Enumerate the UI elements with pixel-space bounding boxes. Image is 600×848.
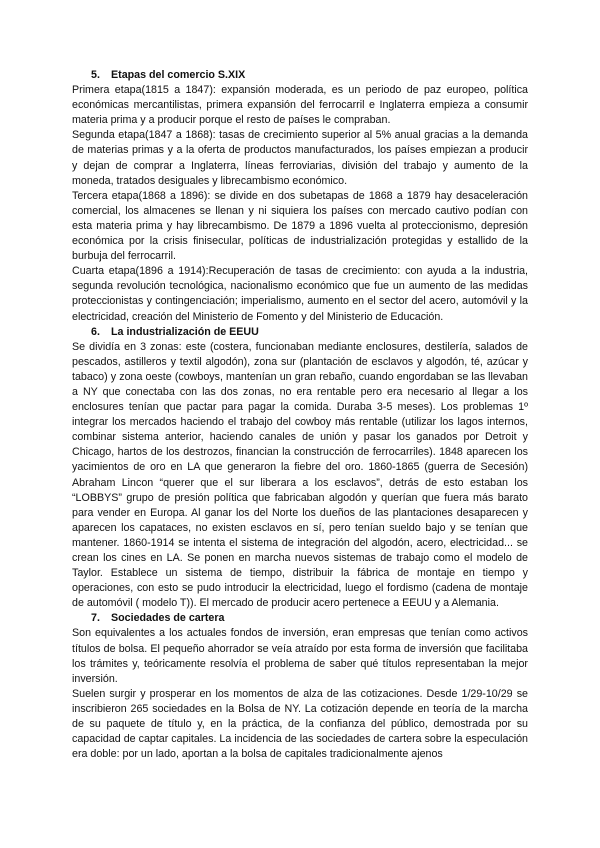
section-heading (72, 325, 528, 340)
section-number: 6. (91, 325, 100, 338)
document-page (72, 68, 528, 762)
section-etapas-comercio (72, 68, 528, 325)
section-title: Etapas del comercio S.XIX (111, 69, 246, 81)
paragraph-tercera-etapa: Tercera etapa(1868 a 1896): se divide en dos subetapas de 1868 a 1879 hay desaceleración comercial, los almacenes se llenan y ni siquiera los países con mercado cautivo podían con esta materia prima y hay librecambismo. De 1879 a 1896 vuelta al proteccionismo, depresión económica por la crisis finisecular, políticas de industrialización protegidas y estallido de la burbuja del ferrocarril. (72, 189, 528, 263)
section-number: 5. (91, 69, 100, 81)
paragraph-primera-etapa: Primera etapa(1815 a 1847): expansión moderada, es un periodo de paz europeo, política económicas mercantilistas, primera expansión del ferrocarril e Inglaterra empieza a consumir materia prima y a producir porque el resto de países le compraban. (72, 84, 528, 127)
paragraph-segunda-etapa: Segunda etapa(1847 a 1868): tasas de crecimiento superior al 5% anual gracias a la demanda de materias primas y a la oferta de productos manufacturados, los países empiezan a producir y dejan de comprar a Inglaterra, líneas ferroviarias, división del trabajo y aumento de la moneda, tratados desiguales y librecambismo económico. (72, 129, 528, 187)
section-heading (72, 611, 528, 626)
section-heading (72, 68, 528, 83)
section-industrializacion-eeuu (72, 325, 528, 612)
section-number: 7. (91, 612, 100, 625)
paragraph-cuarta-etapa: Cuarta etapa(1896 a 1914):Recuperación de tasas de crecimiento: con ayuda a la industria, segunda revolución tecnológica, nacionalismo económico que fue un aumento de las medidas proteccionistas y contingenciación; imperialismo, aumento en el sector del acero, automóvil y la electricidad, creación del Ministerio de Fomento y del Ministerio de Educación. (72, 265, 528, 323)
section-title: Sociedades de cartera (111, 612, 225, 625)
paragraph-zonas-eeuu: Se dividía en 3 zonas: este (costera, funcionaban mediante enclosures, destilería, salados de pescados, astilleros y textil algodón), zona sur (plantación de esclavos y algodón, té, azúcar y tabaco) y zona oeste (cowboys, mantenían un gran rebaño, cuando engordaban se las llevaban a NY que conectaba con las dos zonas, no era rentable pero era necesario al llegar a los enclosures tenían que pactar para pagar la comida. Duraba 3-5 meses). Los problemas 1º integrar los mercados haciendo el trabajo del cowboy más rentable (utilizar los lagos internos, combinar sistema anterior, haciendo canales de unión y pasar los ganados por Detroit y Chicago, hartos de los destrozos, financian la construcción de ferrocarriles). 1848 aparecen los yacimientos de oro en LA que generaron la fiebre del oro. 1860-1865 (guerra de Secesión) Abraham Lincon “querer que el sur liberara a los esclavos”, detrás de esto estaban los “LOBBYS” grupo de presión política que fabricaban algodón y querían que fuera más barato para vender en Europa. Al ganar los del Norte los dueños de las plantaciones desaparecen y aparecen los capataces, no existen esclavos en sí, pero tenían sueldo bajo y se tenían que mantener. 1860-1914 se intenta el sistema de integración del algodón, acero, electricidad... se crean los cines en LA. Se ponen en marcha nuevos sistemas de trabajo como el modelo de Taylor. Establece un sistema de tiempo, distribuir la fábrica de montaje en tiempo y operaciones, con esto se pudo introducir la electricidad, luego el fordismo (cadena de montaje de automóvil ( modelo T)). El mercado de producir acero pertenece a EEUU y a Alemania. (72, 340, 528, 610)
paragraph-fondos-inversion: Son equivalentes a los actuales fondos de inversión, eran empresas que tenían como activos títulos de bolsa. El pequeño ahorrador se veía atraído por esta forma de inversión que facilitaba los trámites y, teóricamente resolvía el problema de saber qué títulos representaban la mejor inversión. (72, 627, 528, 685)
section-title: La industrialización de EEUU (111, 325, 259, 338)
paragraph-cotizaciones: Suelen surgir y prosperar en los momentos de alza de las cotizaciones. Desde 1/29-10/29 se inscribieron 265 sociedades en la Bolsa de NY. La cotización depende en teoría de la marcha de su paquete de título y, en la práctica, de la confianza del público, demostrada por su capacidad de captar capitales. La incidencia de las sociedades de cartera sobre la especulación era doble: por un lado, aportan a la bolsa de capitales tradicionalmente ajenos (72, 687, 528, 761)
section-sociedades-cartera (72, 611, 528, 762)
